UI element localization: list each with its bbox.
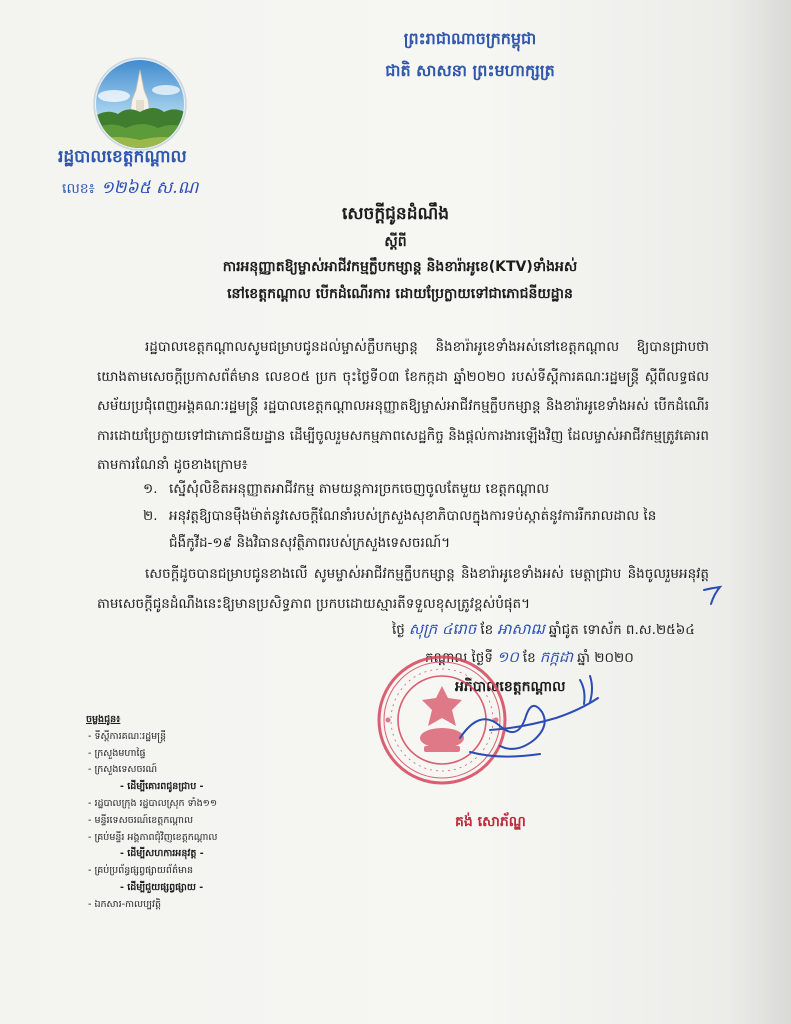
copy-to-list <box>86 712 326 914</box>
lunar-date-line <box>392 620 714 642</box>
list-item: - មន្ទីរទេសចរណ៍ខេត្តកណ្ដាល <box>88 814 194 826</box>
list-item: - គ្រប់ប្រព័ន្ធផ្សព្វផ្សាយព័ត៌មាន <box>88 865 194 877</box>
title-about: ស្ដីពី <box>384 234 407 250</box>
list-item: - គ្រប់មន្ទីរ អង្គភាពជុំវិញខេត្តកណ្ដាល <box>88 831 218 843</box>
lunar-day: សុក្រ ៤រោច <box>408 620 477 638</box>
list-item <box>143 503 709 557</box>
document-title: សេចក្ដីជូនដំណឹង <box>341 204 450 224</box>
lunar-day-label: ថ្ងៃ <box>392 622 405 638</box>
copy-purpose-note: - ដើម្បីគោរពជូនជ្រាប - <box>120 781 204 793</box>
signatory-title: អភិបាលខេត្តកណ្ដាល <box>455 679 566 695</box>
list-item-number: ២. <box>143 508 158 524</box>
list-item: - ក្រសួងទេសចរណ៍ <box>88 764 158 776</box>
copy-purpose-note: - ដើម្បីសហការអនុវត្ត - <box>120 848 204 860</box>
list-item: - ឯកសារ-កាលប្បវត្តិ <box>88 898 162 910</box>
signature-icon <box>430 668 610 778</box>
lunar-year: ឆ្នាំជូត ទោស័ក ព.ស.២៥៦៤ <box>548 622 695 638</box>
list-item-text: ស្នើសុំលិខិតអនុញ្ញាតអាជីវកម្ម តាមយន្តការច្រកចេញចូលតែមួយ ខេត្តកណ្ដាល <box>169 481 550 497</box>
subject-line-2: នៅខេត្តកណ្ដាល បើកដំណើរការ ដោយប្រែក្លាយទៅជាភោជនីយដ្ឋាន <box>227 286 573 302</box>
list-item <box>143 476 709 503</box>
issuer-name: រដ្ឋបាលខេត្តកណ្ដាល <box>58 147 187 167</box>
province-emblem-icon <box>92 56 188 152</box>
copy-purpose-note: - ដើម្បីជួយផ្សព្វផ្សាយ - <box>120 881 204 893</box>
national-motto: ជាតិ សាសនា ព្រះមហាក្សត្រ <box>385 61 555 80</box>
body-paragraph-1: រដ្ឋបាលខេត្តកណ្ដាលសូមជម្រាបជូនដល់ម្ចាស់ក្លឹបកម្សាន្ត និងខារ៉ាអូខេទាំងអស់នៅខេត្តកណ្ដាល ឱ្យបានជ្រាបថា យោងតាមសេចក្ដីប្រកាសព័ត៌មាន លេខ០៥ ប្រក ចុះថ្ងៃទី០៣ ខែកក្កដា ឆ្នាំ២០២០ របស់ទីស្ដីការគណៈរដ្ឋមន្ត្រី ស្ដីពីលទ្ធផលសម័យប្រជុំពេញអង្គគណៈរដ្ឋមន្ត្រី រដ្ឋបាលខេត្តកណ្ដាលអនុញ្ញាតឱ្យម្ចាស់អាជីវកម្មក្លឹបកម្សាន្ត និងខារ៉ាអូខេទាំងអស់ បើកដំណើរការដោយប្រែក្លាយទៅជាភោជនីយដ្ឋាន ដើម្បីចូលរួមសកម្មភាពសេដ្ឋកិច្ច និងផ្ដល់ការងារឡើងវិញ ដែលម្ចាស់អាជីវកម្មត្រូវគោរពតាមការណែនាំ ដូចខាងក្រោម៖ <box>97 339 709 473</box>
lunar-month: អាសាឍ <box>497 620 545 638</box>
signatory-name: គង់ សោភ័ណ្ឌ <box>455 814 526 830</box>
year-value: ឆ្នាំ ២០២០ <box>577 650 634 666</box>
month-value: កក្កដា <box>539 648 574 666</box>
list-item: - ទីស្ដីការគណៈរដ្ឋមន្ត្រី <box>88 730 167 742</box>
body-paragraph-2: សេចក្ដីដូចបានជម្រាបជូនខាងលើ សូមម្ចាស់អាជីវកម្មក្លឹបកម្សាន្ត និងខារ៉ាអូខេទាំងអស់ មេត្តាជ្រាប និងចូលរួមអនុវត្តតាមសេចក្ដីជូនដំណឹងនេះឱ្យមានប្រសិទ្ធភាព ប្រកបដោយស្មារតីទទួលខុសត្រូវខ្ពស់បំផុត។ <box>97 566 709 612</box>
month-label: ខែ <box>522 650 536 666</box>
place-day-label: កណ្ដាល ថ្ងៃទី <box>425 650 493 666</box>
reference-value: ១២៦៥ ស.ណ <box>100 178 199 198</box>
list-item: - រដ្ឋបាលក្រុង រដ្ឋបាលស្រុក ទាំង១១ <box>88 797 218 809</box>
lunar-month-label: ខែ <box>480 622 494 638</box>
list-item-text: អនុវត្តឱ្យបានម៉ឺងម៉ាត់នូវសេចក្ដីណែនាំរបស់ក្រសួងសុខាភិបាលក្នុងការទប់ស្កាត់នូវការរីករាលដាល នៃជំងឺកូវីដ-១៩ និងវិធានសុវត្ថិភាពរបស់ក្រសួងទេសចរណ៍។ <box>169 508 657 551</box>
reference-label: លេខ៖ <box>62 181 95 197</box>
reference-number <box>62 177 198 202</box>
day-value: ១០ <box>496 648 519 666</box>
subject-line-1: ការអនុញ្ញាតឱ្យម្ចាស់អាជីវកម្មក្លឹបកម្សាន្ត និងខារ៉ាអូខេ(KTV)ទាំងអស់ <box>222 259 578 275</box>
list-item: - ក្រសួងមហាផ្ទៃ <box>88 747 146 759</box>
copy-to-label: ចម្លងជូន៖ <box>86 714 121 725</box>
handwritten-mark-icon <box>700 582 726 608</box>
kingdom-heading: ព្រះរាជាណាចក្រកម្ពុជា <box>403 29 537 48</box>
list-item-number: ១. <box>143 481 158 497</box>
